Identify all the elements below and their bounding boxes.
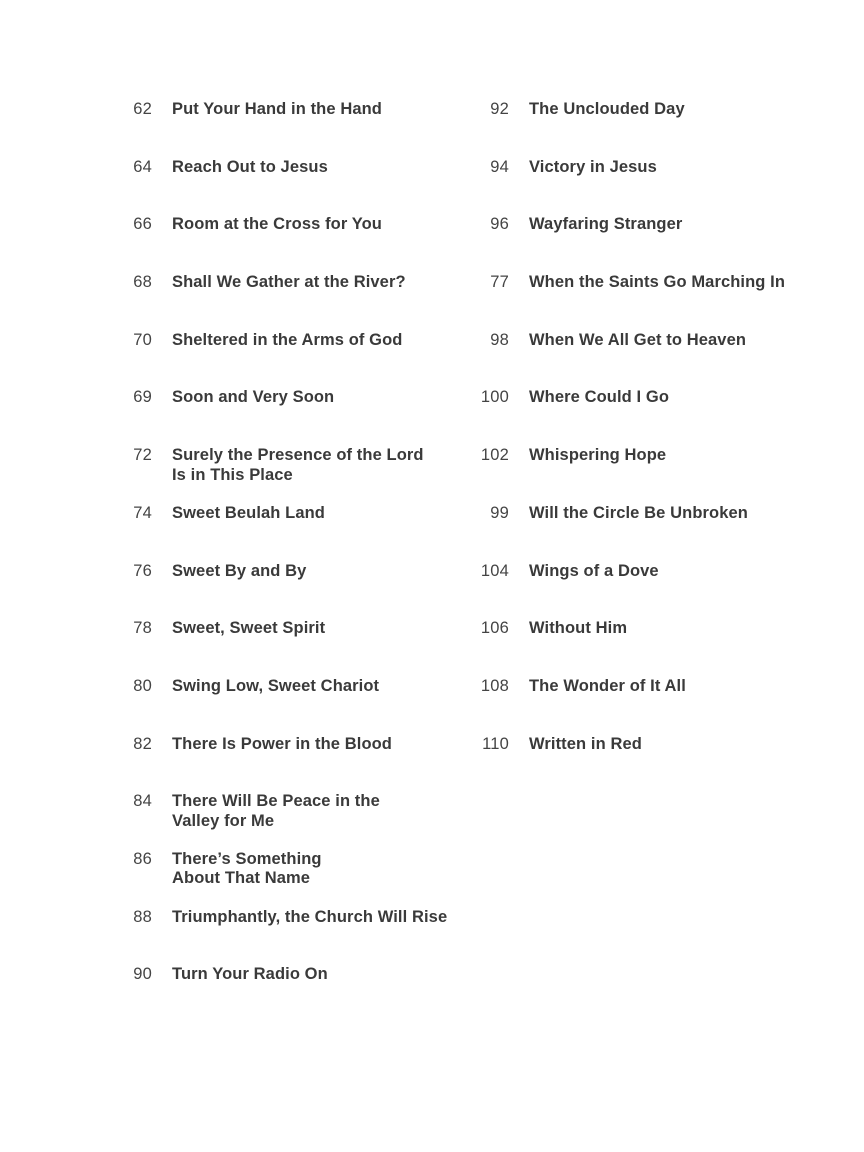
toc-song-title: When We All Get to Heaven — [529, 330, 747, 349]
toc-entry[interactable] — [0, 735, 480, 793]
toc-page-number: 80 — [133, 676, 152, 695]
toc-page-number: 72 — [133, 446, 152, 465]
toc-entry[interactable] — [0, 273, 480, 331]
toc-song-title: Reach Out to Jesus — [172, 157, 328, 176]
toc-song-title: Sweet By and By — [172, 561, 307, 580]
toc-page-number: 68 — [133, 273, 152, 292]
toc-page-number: 69 — [133, 388, 152, 407]
toc-page-number: 92 — [490, 100, 509, 118]
toc-entry[interactable] — [0, 504, 480, 562]
toc-entry[interactable] — [0, 388, 480, 446]
toc-page-number: 100 — [480, 388, 509, 407]
toc-page-number: 78 — [133, 619, 152, 638]
toc-entry[interactable] — [440, 677, 864, 735]
toc-entry[interactable] — [0, 619, 480, 677]
toc-entry[interactable] — [0, 100, 480, 158]
toc-entry[interactable] — [440, 158, 864, 216]
toc-page-number: 84 — [133, 792, 152, 811]
toc-page-number: 88 — [133, 907, 152, 926]
toc-song-title: Soon and Very Soon — [172, 388, 335, 407]
toc-song-title: There’s Something About That Name — [172, 849, 322, 888]
toc-entry[interactable] — [440, 331, 864, 389]
toc-page-number: 62 — [133, 100, 152, 118]
toc-song-title: The Wonder of It All — [529, 676, 686, 695]
toc-page-number: 106 — [480, 619, 509, 638]
toc-page-number: 110 — [482, 734, 509, 753]
toc-song-title: When the Saints Go Marching In — [529, 273, 786, 292]
toc-page-number: 90 — [133, 965, 152, 984]
toc-page-number: 98 — [490, 330, 509, 349]
toc-entry[interactable] — [440, 619, 864, 677]
toc-entry[interactable] — [440, 562, 864, 620]
toc-entry[interactable] — [0, 677, 480, 735]
toc-page-number: 102 — [480, 446, 509, 465]
toc-page-number: 96 — [490, 215, 509, 234]
toc-song-title: Wings of a Dove — [529, 561, 659, 580]
toc-entry[interactable] — [0, 850, 480, 908]
toc-song-title: There Will Be Peace in the Valley for Me — [172, 792, 380, 830]
toc-entry[interactable] — [440, 388, 864, 446]
toc-entry[interactable] — [0, 331, 480, 389]
toc-entry[interactable] — [0, 908, 480, 966]
toc-entry[interactable] — [0, 446, 480, 504]
toc-column-right — [440, 100, 864, 792]
toc-song-title: The Unclouded Day — [529, 100, 685, 118]
toc-page-number: 86 — [133, 849, 152, 868]
toc-page-number: 70 — [133, 330, 152, 349]
toc-song-title: Will the Circle Be Unbroken — [529, 503, 748, 522]
toc-page-number: 108 — [480, 676, 509, 695]
toc-song-title: Shall We Gather at the River? — [172, 273, 406, 292]
toc-song-title: Room at the Cross for You — [172, 215, 382, 234]
toc-entry[interactable] — [440, 504, 864, 562]
toc-song-title: Sweet Beulah Land — [172, 503, 325, 522]
toc-song-title: Wayfaring Stranger — [529, 215, 683, 234]
toc-entry[interactable] — [0, 792, 480, 850]
toc-entry[interactable] — [0, 158, 480, 216]
toc-song-title: Swing Low, Sweet Chariot — [172, 676, 380, 695]
toc-song-title: Sheltered in the Arms of God — [172, 330, 403, 349]
toc-entry[interactable] — [0, 562, 480, 620]
toc-entry[interactable] — [0, 215, 480, 273]
toc-song-title: Triumphantly, the Church Will Rise — [172, 907, 448, 926]
toc-entry[interactable] — [0, 965, 480, 1023]
toc-page-number: 94 — [490, 157, 509, 176]
toc-entry[interactable] — [440, 215, 864, 273]
toc-page-number: 99 — [490, 503, 509, 522]
toc-column-left — [0, 100, 480, 1023]
toc-song-title: Victory in Jesus — [529, 157, 657, 176]
toc-song-title: Put Your Hand in the Hand — [172, 100, 382, 118]
toc-page-number: 66 — [133, 215, 152, 234]
toc-page-number: 64 — [133, 157, 152, 176]
toc-page-number: 77 — [490, 273, 509, 292]
toc-song-title: Whispering Hope — [529, 446, 667, 465]
toc-entry[interactable] — [440, 446, 864, 504]
toc-song-title: Sweet, Sweet Spirit — [172, 619, 326, 638]
toc-song-title: Written in Red — [529, 734, 642, 753]
toc-page-number: 82 — [133, 734, 152, 753]
toc-entry[interactable] — [440, 100, 864, 158]
toc-page-number: 76 — [133, 561, 152, 580]
toc-entry[interactable] — [440, 735, 864, 793]
toc-song-title: Without Him — [529, 619, 628, 638]
toc-song-title: Where Could I Go — [529, 388, 670, 407]
toc-page-number: 104 — [480, 561, 509, 580]
toc-page-number: 74 — [133, 503, 152, 522]
toc-song-title: Surely the Presence of the Lord Is in This Place — [172, 446, 424, 484]
toc-song-title: There Is Power in the Blood — [172, 734, 392, 753]
toc-entry[interactable] — [440, 273, 864, 331]
toc-song-title: Turn Your Radio On — [172, 965, 328, 984]
